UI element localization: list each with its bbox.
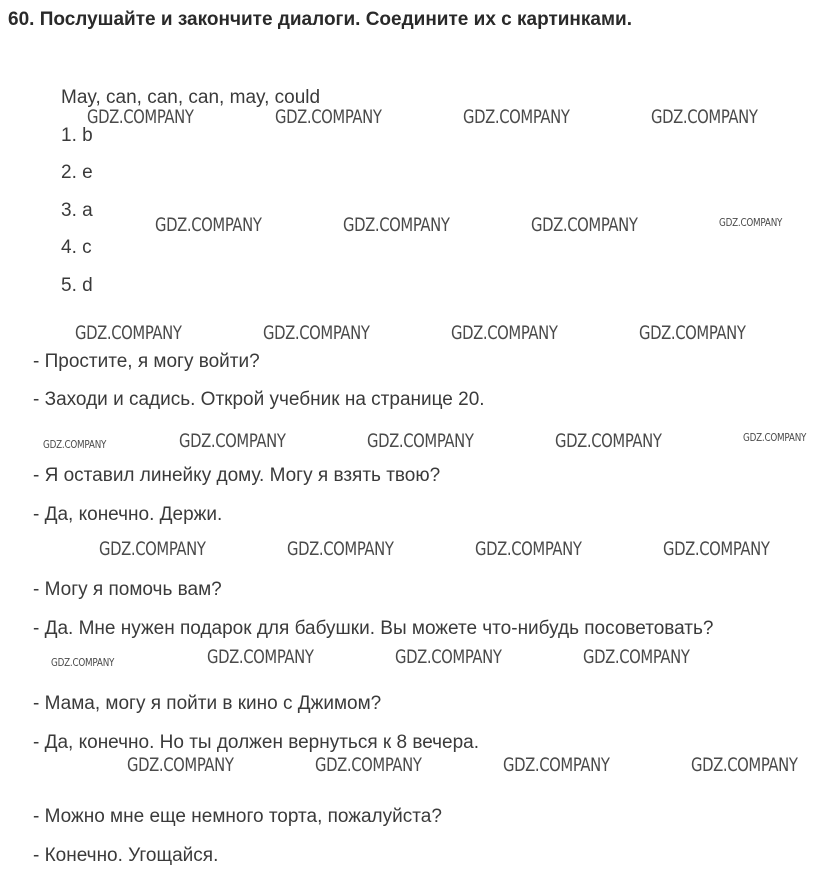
watermark: GDZ.COMPANY <box>475 538 582 560</box>
dialogue-4-line-2: - Да, конечно. Но ты должен вернуться к 8 вечера. <box>33 732 480 753</box>
watermark: GDZ.COMPANY <box>451 322 558 344</box>
answer-match-3: 3. a <box>61 200 93 221</box>
watermark: GDZ.COMPANY <box>367 430 474 452</box>
watermark: GDZ.COMPANY <box>87 106 194 128</box>
watermark: GDZ.COMPANY <box>99 538 206 560</box>
answer-match-2: 2. e <box>61 162 93 183</box>
dialogue-4-line-1: - Мама, могу я пойти в кино с Джимом? <box>33 693 382 714</box>
answer-match-1: 1. b <box>61 125 93 146</box>
watermark: GDZ.COMPANY <box>555 430 662 452</box>
answer-words: May, can, can, can, may, could <box>61 87 321 108</box>
watermark: GDZ.COMPANY <box>179 430 286 452</box>
watermark: GDZ.COMPANY <box>287 538 394 560</box>
watermark: GDZ.COMPANY <box>395 646 502 668</box>
dialogue-1-line-2: - Заходи и садись. Открой учебник на странице 20. <box>33 389 485 410</box>
answer-match-5: 5. d <box>61 275 93 296</box>
watermark: GDZ.COMPANY <box>127 754 234 776</box>
dialogue-2-line-2: - Да, конечно. Держи. <box>33 504 223 525</box>
watermark: GDZ.COMPANY <box>263 322 370 344</box>
watermark: GDZ.COMPANY <box>503 754 610 776</box>
dialogue-2-line-1: - Я оставил линейку дому. Могу я взять твою? <box>33 465 441 486</box>
watermark: GDZ.COMPANY <box>343 214 450 236</box>
watermark: GDZ.COMPANY <box>275 106 382 128</box>
watermark: GDZ.COMPANY <box>651 106 758 128</box>
dialogue-3-line-1: - Могу я помочь вам? <box>33 579 222 600</box>
watermark: GDZ.COMPANY <box>155 214 262 236</box>
watermark: GDZ.COMPANY <box>51 656 115 669</box>
watermark: GDZ.COMPANY <box>207 646 314 668</box>
watermark: GDZ.COMPANY <box>43 438 107 451</box>
watermark: GDZ.COMPANY <box>463 106 570 128</box>
watermark: GDZ.COMPANY <box>663 538 770 560</box>
dialogue-5-line-1: - Можно мне еще немного торта, пожалуйста? <box>33 806 442 827</box>
watermark: GDZ.COMPANY <box>315 754 422 776</box>
watermark: GDZ.COMPANY <box>531 214 638 236</box>
watermark: GDZ.COMPANY <box>691 754 798 776</box>
exercise-title: 60. Послушайте и закончите диалоги. Соедините их с картинками. <box>8 9 632 30</box>
watermark: GDZ.COMPANY <box>639 322 746 344</box>
watermark: GDZ.COMPANY <box>75 322 182 344</box>
watermark: GDZ.COMPANY <box>743 431 807 444</box>
watermark: GDZ.COMPANY <box>719 216 783 229</box>
watermark: GDZ.COMPANY <box>583 646 690 668</box>
dialogue-1-line-1: - Простите, я могу войти? <box>33 351 260 372</box>
dialogue-3-line-2: - Да. Мне нужен подарок для бабушки. Вы можете что-нибудь посоветовать? <box>33 618 714 639</box>
answer-match-4: 4. c <box>61 237 92 258</box>
dialogue-5-line-2: - Конечно. Угощайся. <box>33 845 219 866</box>
